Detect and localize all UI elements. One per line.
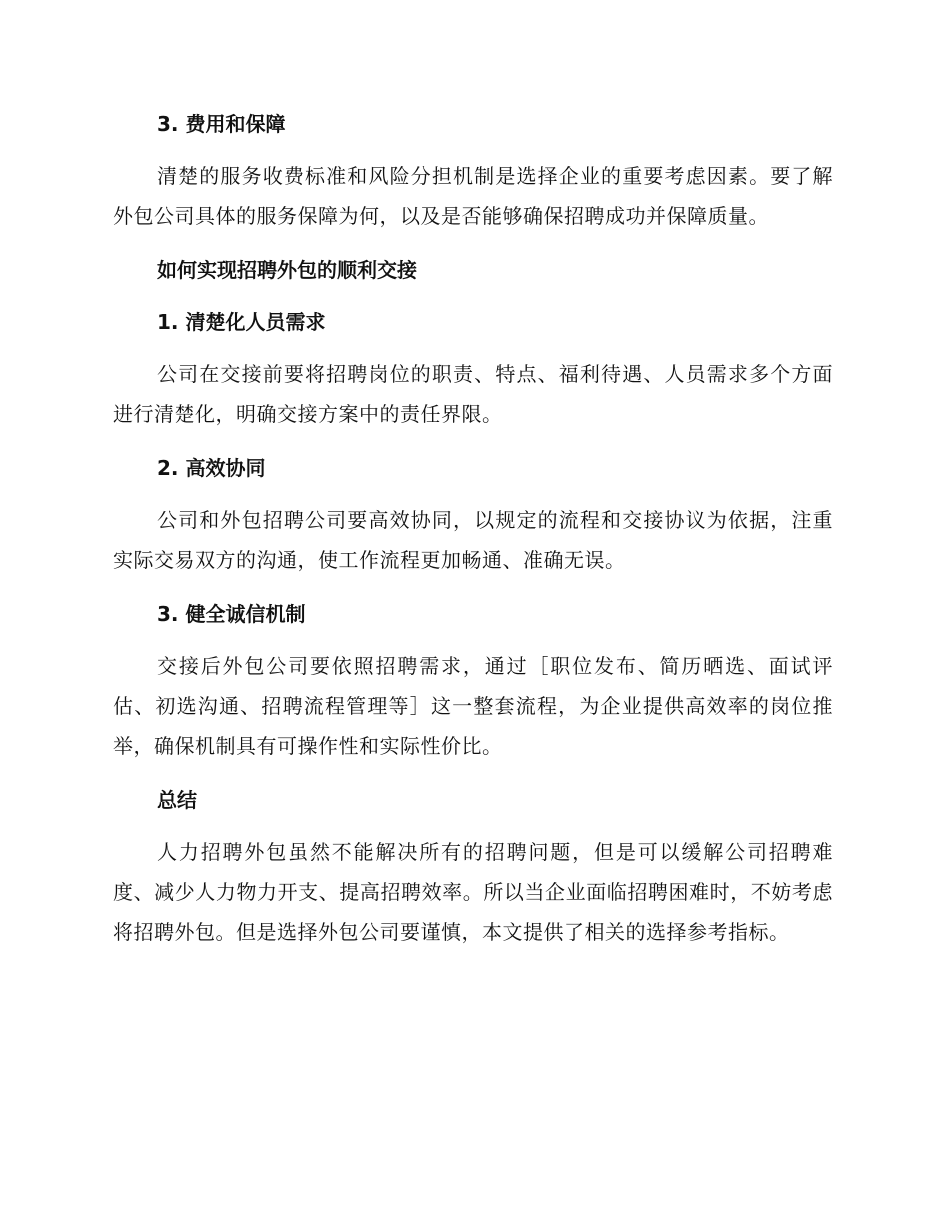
- section-heading-handover: 如何实现招聘外包的顺利交接: [157, 258, 417, 282]
- section-paragraph-clarify-needs: 公司在交接前要将招聘岗位的职责、特点、福利待遇、人员需求多个方面进行清楚化，明确交接方案中的责任界限。: [113, 362, 833, 426]
- section-paragraph-summary: 人力招聘外包虽然不能解决所有的招聘问题，但是可以缓解公司招聘难度、减少人力物力开支、提高招聘效率。所以当企业面临招聘困难时，不妨考虑将招聘外包。但是选择外包公司要谨慎，本文提供了相关的选择参考指标。: [113, 840, 833, 944]
- document-body: [113, 104, 833, 952]
- section-heading-clarify-needs: 1. 清楚化人员需求: [157, 310, 326, 334]
- section-paragraph-fees: 清楚的服务收费标准和风险分担机制是选择企业的重要考虑因素。要了解外包公司具体的服务保障为何，以及是否能够确保招聘成功并保障质量。: [113, 164, 833, 228]
- section-heading-collaboration: 2. 高效协同: [157, 456, 266, 480]
- section-heading-integrity: 3. 健全诚信机制: [157, 602, 306, 626]
- section-paragraph-collaboration: 公司和外包招聘公司要高效协同，以规定的流程和交接协议为依据，注重实际交易双方的沟通，使工作流程更加畅通、准确无误。: [113, 508, 833, 572]
- section-heading-fees: 3. 费用和保障: [157, 112, 286, 136]
- section-heading-summary: 总结: [157, 788, 197, 812]
- section-paragraph-integrity: 交接后外包公司要依照招聘需求，通过［职位发布、简历晒选、面试评估、初选沟通、招聘流程管理等］这一整套流程，为企业提供高效率的岗位推举，确保机制具有可操作性和实际性价比。: [113, 654, 833, 758]
